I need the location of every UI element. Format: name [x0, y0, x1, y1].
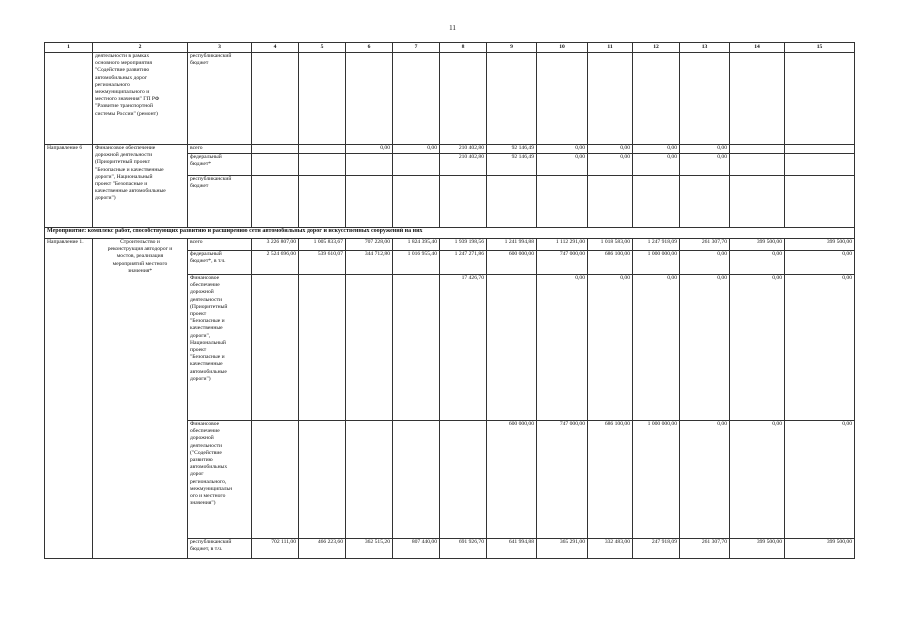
- value-cell: [393, 275, 440, 421]
- cell: [45, 53, 93, 145]
- value-cell: [346, 275, 393, 421]
- value-cell: 466 223,60: [299, 539, 346, 559]
- value-cell: 0,00: [680, 275, 730, 421]
- value-cell: 0,00: [680, 251, 730, 275]
- budget-label: всего: [188, 239, 252, 251]
- value-cell: 0,00: [785, 421, 855, 539]
- header-row: [45, 43, 855, 53]
- value-cell: 2 524 696,00: [252, 251, 299, 275]
- value-cell: [730, 154, 785, 176]
- value-cell: 1 824 395,40: [393, 239, 440, 251]
- table-row: [45, 53, 855, 145]
- value-cell: [393, 154, 440, 176]
- value-cell: 691 926,70: [440, 539, 487, 559]
- value-cell: 92 146,49: [487, 154, 537, 176]
- value-cell: 399 500,00: [785, 539, 855, 559]
- value-cell: [252, 154, 299, 176]
- column-header: 7: [393, 43, 440, 53]
- value-cell: 210 402,80: [440, 154, 487, 176]
- section-title: Мероприятие: комплекс работ, способствующих развитию и расширению сети автомобильных дорог и искусственных сооружений на них: [45, 228, 855, 239]
- value-cell: 600 000,00: [487, 421, 537, 539]
- value-cell: 0,00: [537, 154, 588, 176]
- value-cell: [785, 176, 855, 228]
- column-header: 2: [93, 43, 188, 53]
- measure-name: Финансовое обеспечение дорожной деятельности (Приоритетный проект "Безопасные и качественные дороги", Национальный проект "Безопасные и качественные автомобильные дороги"): [93, 145, 188, 228]
- value-cell: [487, 176, 537, 228]
- value-cell: 1 247 271,86: [440, 251, 487, 275]
- value-cell: [537, 176, 588, 228]
- value-cell: 210 402,80: [440, 145, 487, 154]
- value-cell: [252, 176, 299, 228]
- value-cell: 747 000,00: [537, 421, 588, 539]
- value-cell: 1 016 955,40: [393, 251, 440, 275]
- value-cell: 0,00: [393, 145, 440, 154]
- value-cell: 1 018 583,00: [588, 239, 633, 251]
- value-cell: 261 307,70: [680, 239, 730, 251]
- value-cell: [299, 145, 346, 154]
- value-cell: 0,00: [680, 421, 730, 539]
- value-cell: [393, 421, 440, 539]
- budget-label: Финансовое обеспечение дорожной деятельности ("Содействие развитию автомобильных дорог регионального, межмуниципальн ого и местного значения"): [188, 421, 252, 539]
- value-cell: [252, 145, 299, 154]
- value-cell: 0,00: [588, 154, 633, 176]
- column-header: 1: [45, 43, 93, 53]
- page-number: 11: [449, 24, 456, 32]
- value-cell: 702 111,00: [252, 539, 299, 559]
- value-cell: 0,00: [730, 275, 785, 421]
- column-header: 5: [299, 43, 346, 53]
- table-row: [45, 239, 855, 251]
- column-header: 10: [537, 43, 588, 53]
- value-cell: [633, 176, 680, 228]
- value-cell: 0,00: [730, 251, 785, 275]
- value-cell: 0,00: [633, 275, 680, 421]
- measure-name: Строительство и реконструкция автодорог и мостов, реализация мероприятий местного значения*: [93, 239, 188, 559]
- budget-table: [44, 42, 855, 559]
- budget-label: федеральный бюджет*, в т.ч.: [188, 251, 252, 275]
- value-cell: 0,00: [633, 154, 680, 176]
- budget-label: Финансовое обеспечение дорожной деятельности (Приоритетный проект "Безопасные и качественные дороги", Национальный проект "Безопасные и качественные автомобильные дороги"): [188, 275, 252, 421]
- value-cell: [299, 176, 346, 228]
- value-cell: [252, 421, 299, 539]
- value-cell: [299, 275, 346, 421]
- value-cell: 332 483,00: [588, 539, 633, 559]
- value-cell: 0,00: [588, 275, 633, 421]
- value-cell: [252, 275, 299, 421]
- value-cell: 0,00: [633, 145, 680, 154]
- value-cell: [440, 421, 487, 539]
- value-cell: 1 000 000,00: [633, 421, 680, 539]
- value-cell: 365 291,00: [537, 539, 588, 559]
- column-header: 11: [588, 43, 633, 53]
- value-cell: 399 500,00: [730, 539, 785, 559]
- table-row: [45, 145, 855, 154]
- value-cell: [393, 176, 440, 228]
- value-cell: 686 100,00: [588, 421, 633, 539]
- budget-label: всего: [188, 145, 252, 154]
- value-cell: [299, 154, 346, 176]
- value-cell: 0,00: [537, 145, 588, 154]
- value-cell: 0,00: [785, 251, 855, 275]
- budget-label: республиканский бюджет: [188, 176, 252, 228]
- value-cell: 17 426,70: [440, 275, 487, 421]
- value-cell: [346, 421, 393, 539]
- column-header: 3: [188, 43, 252, 53]
- value-cell: 344 712,80: [346, 251, 393, 275]
- value-cell: 92 146,49: [487, 145, 537, 154]
- budget-label: федеральный бюджет*: [188, 154, 252, 176]
- value-cell: 686 100,00: [588, 251, 633, 275]
- value-cell: [440, 176, 487, 228]
- value-cell: 707 228,00: [346, 239, 393, 251]
- section-row: [45, 228, 855, 239]
- budget-label: республиканский бюджет, в т.ч.: [188, 539, 252, 559]
- value-cell: 399 500,00: [730, 239, 785, 251]
- value-cell: [680, 176, 730, 228]
- value-cell: 0,00: [588, 145, 633, 154]
- measure-name: деятельности в рамках основного мероприятия "Содействие развитию автомобильных дорог регионального межмуниципального и местного значения" ГП РФ "Развитие транспортной системы России" (ремонт): [93, 53, 188, 145]
- value-cell: 747 000,00: [537, 251, 588, 275]
- column-header: 12: [633, 43, 680, 53]
- budget-label: республиканский бюджет: [188, 53, 252, 145]
- value-cell: 0,00: [537, 275, 588, 421]
- value-cell: 1 939 198,56: [440, 239, 487, 251]
- value-cell: 1 247 918,09: [633, 239, 680, 251]
- value-cell: 0,00: [680, 154, 730, 176]
- value-cell: 1 241 994,88: [487, 239, 537, 251]
- value-cell: 0,00: [730, 421, 785, 539]
- column-header: 6: [346, 43, 393, 53]
- value-cell: 362 515,20: [346, 539, 393, 559]
- value-cell: 3 226 807,00: [252, 239, 299, 251]
- value-cell: 0,00: [785, 275, 855, 421]
- value-cell: 1 000 000,00: [633, 251, 680, 275]
- column-header: 15: [785, 43, 855, 53]
- value-cell: [730, 176, 785, 228]
- value-cell: 1 112 291,00: [537, 239, 588, 251]
- value-cell: 261 307,70: [680, 539, 730, 559]
- value-cell: [588, 176, 633, 228]
- value-cell: 807 440,00: [393, 539, 440, 559]
- column-header: 9: [487, 43, 537, 53]
- value-cell: [785, 145, 855, 154]
- value-cell: 0,00: [680, 145, 730, 154]
- value-cell: 600 000,00: [487, 251, 537, 275]
- direction-label: Направление 6: [45, 145, 93, 228]
- value-cell: 1 005 833,67: [299, 239, 346, 251]
- column-header: 14: [730, 43, 785, 53]
- value-cell: 0,00: [346, 145, 393, 154]
- value-cell: [346, 176, 393, 228]
- value-cell: 399 500,00: [785, 239, 855, 251]
- value-cell: [730, 145, 785, 154]
- value-cell: [785, 154, 855, 176]
- value-cell: 641 994,88: [487, 539, 537, 559]
- value-cell: [299, 421, 346, 539]
- value-cell: 539 610,07: [299, 251, 346, 275]
- direction-label: Направление 1.: [45, 239, 93, 559]
- value-cell: 247 918,09: [633, 539, 680, 559]
- value-cell: [487, 275, 537, 421]
- column-header: 4: [252, 43, 299, 53]
- column-header: 8: [440, 43, 487, 53]
- value-cell: [346, 154, 393, 176]
- column-header: 13: [680, 43, 730, 53]
